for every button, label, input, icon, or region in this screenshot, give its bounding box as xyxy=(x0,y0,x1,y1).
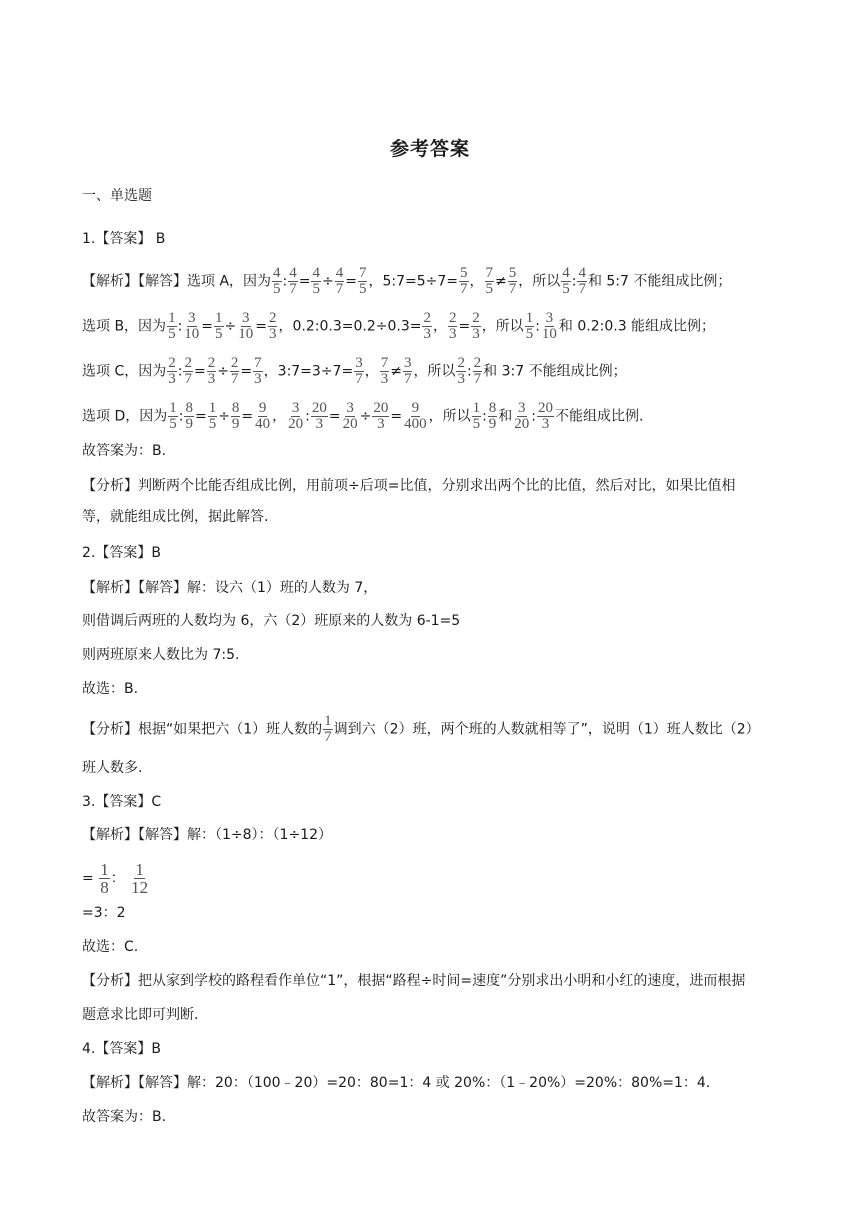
denominator: 5 xyxy=(562,281,570,297)
text: 不能组成比例. xyxy=(555,408,644,425)
numerator: 9 xyxy=(258,400,267,416)
fraction xyxy=(473,356,483,387)
denominator: 9 xyxy=(231,416,240,432)
text: 和 3:7 不能组成比例； xyxy=(483,363,627,380)
fraction xyxy=(99,861,110,896)
text: ， xyxy=(469,273,484,290)
neq-symbol: ≠ xyxy=(390,363,402,380)
text: ，0.2:0.3=0.2÷0.3= xyxy=(278,318,422,335)
denominator: 5 xyxy=(208,416,217,432)
fraction xyxy=(214,311,224,342)
page-title: 参考答案 xyxy=(389,138,470,160)
text: = xyxy=(194,408,207,425)
denominator: 3 xyxy=(457,371,465,387)
denominator: 3 xyxy=(254,371,262,387)
fraction xyxy=(471,311,481,342)
numerator: 1 xyxy=(135,860,144,879)
q1-analysis-line2: 等，就能组成比例，据此解答. xyxy=(82,509,269,525)
fraction xyxy=(372,401,389,432)
denominator: 10 xyxy=(541,326,557,342)
numerator: 7 xyxy=(485,265,493,281)
text: ， xyxy=(272,408,287,425)
q2-solution-line3: 则两班原来人数比为 7:5. xyxy=(82,647,240,663)
fraction xyxy=(323,714,333,745)
text: = xyxy=(345,273,357,290)
fraction xyxy=(207,356,217,387)
numerator: 3 xyxy=(291,400,300,416)
colon-symbol: : xyxy=(535,318,540,335)
numerator: 2 xyxy=(207,355,216,371)
text: 选项 B，因为 xyxy=(82,318,167,335)
denominator: 7 xyxy=(355,371,363,387)
q4-solution-line1: 【解析】【解答】解：20：（100﹣20）=20：80=1：4 或 20%：（1﹣20%）=20%：80%=1：4. xyxy=(82,1075,711,1091)
colon-symbol: : xyxy=(482,408,487,425)
fraction xyxy=(577,266,587,297)
denominator: 400 xyxy=(404,416,427,432)
text: = xyxy=(201,318,214,335)
denominator: 3 xyxy=(541,416,550,432)
denominator: 3 xyxy=(448,326,457,342)
text: 选项 C，因为 xyxy=(82,363,167,380)
text: ，所以 xyxy=(518,273,561,290)
denominator: 7 xyxy=(578,281,586,297)
numerator: 8 xyxy=(185,400,193,416)
denominator: 3 xyxy=(168,371,176,387)
denominator: 5 xyxy=(312,281,320,297)
q2-analysis-line1 xyxy=(82,714,760,745)
numerator: 2 xyxy=(448,310,457,326)
q3-analysis-line1: 【分析】把从家到学校的路程看作单位“1”，根据“路程÷时间=速度”分别求出小明和小红的速度，进而根据 xyxy=(82,973,746,989)
denominator: 5 xyxy=(485,281,493,297)
fraction xyxy=(459,266,469,297)
numerator: 1 xyxy=(472,400,481,416)
numerator: 20 xyxy=(373,400,389,416)
text: 和 5:7 不能组成比例； xyxy=(587,273,732,290)
q3-solution-line2 xyxy=(82,861,150,896)
fraction xyxy=(311,401,328,432)
fraction xyxy=(208,401,218,432)
fraction xyxy=(358,266,368,297)
numerator: 7 xyxy=(380,355,389,371)
fraction xyxy=(508,266,518,297)
denominator: 7 xyxy=(184,371,192,387)
q4-conclusion: 故答案为：B. xyxy=(82,1109,167,1125)
fraction xyxy=(268,311,278,342)
q1-option-a xyxy=(82,266,731,297)
div-symbol: ÷ xyxy=(224,318,237,335)
colon-symbol: : xyxy=(571,273,577,290)
fraction xyxy=(272,266,282,297)
q2-conclusion: 故选：B. xyxy=(82,681,139,697)
numerator: 3 xyxy=(346,400,354,416)
colon-symbol: : xyxy=(305,408,310,425)
denominator: 3 xyxy=(472,326,480,342)
fraction xyxy=(525,311,535,342)
text: ，5:7=5÷7= xyxy=(368,273,458,290)
denominator: 3 xyxy=(268,326,277,342)
denominator: 3 xyxy=(207,371,216,387)
fraction xyxy=(168,401,178,432)
denominator: 7 xyxy=(230,371,239,387)
numerator: 4 xyxy=(562,265,570,281)
numerator: 3 xyxy=(545,310,554,326)
fraction xyxy=(513,401,530,432)
denominator: 7 xyxy=(473,371,482,387)
denominator: 20 xyxy=(514,416,530,432)
text: ： xyxy=(110,870,125,887)
text: ， xyxy=(432,318,447,335)
q2-solution-line1: 【解析】【解答】解：设六（1）班的人数为 7， xyxy=(82,580,378,596)
numerator: 2 xyxy=(268,310,277,326)
text: ， xyxy=(364,363,379,380)
numerator: 1 xyxy=(525,310,534,326)
fraction xyxy=(472,401,482,432)
denominator: 40 xyxy=(255,416,271,432)
text: = xyxy=(328,408,341,425)
colon-symbol: : xyxy=(177,363,183,380)
colon-symbol: : xyxy=(531,408,537,425)
q3-conclusion: 故选：C. xyxy=(82,939,139,955)
q1-option-c xyxy=(82,356,627,387)
denominator: 3 xyxy=(423,326,431,342)
fraction xyxy=(403,356,413,387)
denominator: 10 xyxy=(238,326,254,342)
numerator: 2 xyxy=(423,310,431,326)
fraction xyxy=(183,356,193,387)
fraction xyxy=(311,266,321,297)
fraction xyxy=(335,266,345,297)
section-heading: 一、单选题 xyxy=(82,188,152,204)
numerator: 3 xyxy=(355,355,363,371)
numerator: 5 xyxy=(508,265,517,281)
text: 和 xyxy=(498,408,513,425)
fraction xyxy=(456,356,466,387)
q2-analysis-line2: 班人数多. xyxy=(82,760,143,776)
text: 【解析】【解答】选项 A，因为 xyxy=(82,273,272,290)
fraction xyxy=(288,266,298,297)
numerator: 2 xyxy=(473,355,482,371)
denominator: 3 xyxy=(380,371,389,387)
fraction xyxy=(183,311,200,342)
fraction xyxy=(231,401,241,432)
text: ，3:7=3÷7= xyxy=(263,363,354,380)
fraction xyxy=(448,311,458,342)
denominator: 5 xyxy=(472,416,481,432)
fraction xyxy=(403,401,428,432)
text: ，所以 xyxy=(428,408,471,425)
text: 【分析】根据“如果把六（1）班人数的 xyxy=(82,721,323,738)
colon-symbol: : xyxy=(466,363,472,380)
div-symbol: ÷ xyxy=(218,408,230,425)
numerator: 4 xyxy=(578,265,586,281)
colon-symbol: : xyxy=(177,318,183,335)
text: 选项 D，因为 xyxy=(82,408,168,425)
text: 和 0.2:0.3 能组成比例； xyxy=(558,318,716,335)
denominator: 5 xyxy=(215,326,223,342)
denominator: 12 xyxy=(131,878,149,897)
text: = xyxy=(255,318,267,335)
text: ，所以 xyxy=(481,318,524,335)
q3-answer: 3.【答案】C xyxy=(82,794,162,810)
fraction xyxy=(167,356,177,387)
numerator: 4 xyxy=(289,265,297,281)
numerator: 3 xyxy=(242,310,250,326)
numerator: 20 xyxy=(538,400,554,416)
q2-solution-line2: 则借调后两班的人数均为 6，六（2）班原来的人数为 6-1=5 xyxy=(82,613,461,629)
fraction xyxy=(230,356,240,387)
denominator: 20 xyxy=(342,416,358,432)
fraction xyxy=(167,311,177,342)
text: = xyxy=(193,363,206,380)
numerator: 1 xyxy=(169,400,177,416)
numerator: 8 xyxy=(231,400,240,416)
numerator: 7 xyxy=(254,355,262,371)
denominator: 3 xyxy=(315,416,324,432)
numerator: 5 xyxy=(460,265,468,281)
fraction xyxy=(541,311,558,342)
text: = xyxy=(82,870,94,887)
denominator: 5 xyxy=(273,281,281,297)
colon-symbol: : xyxy=(178,408,184,425)
fraction xyxy=(287,401,304,432)
denominator: 5 xyxy=(525,326,534,342)
fraction xyxy=(253,356,263,387)
q3-solution-line3: =3：2 xyxy=(82,905,126,921)
text: = xyxy=(298,273,311,290)
q3-analysis-line2: 题意求比即可判断. xyxy=(82,1007,199,1023)
fraction xyxy=(342,401,359,432)
numerator: 2 xyxy=(184,355,192,371)
q1-analysis-line1: 【分析】判断两个比能否组成比例，用前项÷后项=比值，分别求出两个比的比值，然后对比，如果比值相 xyxy=(82,478,736,494)
q1-answer: 1.【答案】 B xyxy=(82,231,166,247)
fraction xyxy=(130,861,149,896)
numerator: 2 xyxy=(168,355,176,371)
numerator: 1 xyxy=(168,310,176,326)
denominator: 5 xyxy=(358,281,367,297)
div-symbol: ÷ xyxy=(321,273,334,290)
numerator: 3 xyxy=(518,400,526,416)
denominator: 7 xyxy=(460,281,468,297)
numerator: 1 xyxy=(215,310,223,326)
numerator: 4 xyxy=(312,265,320,281)
fraction xyxy=(380,356,390,387)
numerator: 1 xyxy=(324,713,332,729)
fraction xyxy=(485,266,495,297)
denominator: 7 xyxy=(508,281,517,297)
numerator: 3 xyxy=(188,310,196,326)
div-symbol: ÷ xyxy=(217,363,229,380)
denominator: 8 xyxy=(100,878,109,897)
denominator: 3 xyxy=(377,416,385,432)
denominator: 9 xyxy=(488,416,497,432)
numerator: 8 xyxy=(488,400,497,416)
denominator: 20 xyxy=(288,416,304,432)
denominator: 7 xyxy=(289,281,297,297)
fraction xyxy=(561,266,571,297)
text: 调到六（2）班，两个班的人数就相等了”，说明（1）班人数比（2） xyxy=(333,721,760,738)
q3-solution-line1: 【解析】【解答】解：（1÷8）：（1÷12） xyxy=(82,827,332,843)
numerator: 2 xyxy=(472,310,480,326)
denominator: 10 xyxy=(184,326,200,342)
div-symbol: ÷ xyxy=(359,408,372,425)
q4-answer: 4.【答案】B xyxy=(82,1041,161,1057)
text: = xyxy=(240,363,253,380)
numerator: 20 xyxy=(311,400,327,416)
fraction xyxy=(488,401,498,432)
neq-symbol: ≠ xyxy=(495,273,507,290)
q1-option-d xyxy=(82,401,643,432)
denominator: 7 xyxy=(335,281,344,297)
numerator: 9 xyxy=(411,400,420,416)
fraction xyxy=(184,401,194,432)
text: = xyxy=(458,318,471,335)
numerator: 3 xyxy=(403,355,412,371)
denominator: 9 xyxy=(185,416,193,432)
fraction xyxy=(237,311,254,342)
numerator: 7 xyxy=(358,265,367,281)
fraction xyxy=(422,311,432,342)
q1-conclusion: 故答案为：B. xyxy=(82,443,167,459)
fraction xyxy=(254,401,271,432)
numerator: 4 xyxy=(273,265,281,281)
text: ，所以 xyxy=(413,363,456,380)
denominator: 5 xyxy=(168,326,176,342)
fraction xyxy=(354,356,364,387)
numerator: 1 xyxy=(100,860,109,879)
denominator: 7 xyxy=(324,729,332,745)
denominator: 5 xyxy=(169,416,177,432)
q1-option-b xyxy=(82,311,715,342)
numerator: 4 xyxy=(335,265,344,281)
denominator: 7 xyxy=(403,371,412,387)
numerator: 1 xyxy=(208,400,217,416)
fraction xyxy=(537,401,554,432)
q2-answer: 2.【答案】B xyxy=(82,545,161,561)
numerator: 2 xyxy=(457,355,465,371)
text: = xyxy=(241,408,254,425)
numerator: 2 xyxy=(230,355,239,371)
text: = xyxy=(390,408,403,425)
colon-symbol: : xyxy=(282,273,288,290)
